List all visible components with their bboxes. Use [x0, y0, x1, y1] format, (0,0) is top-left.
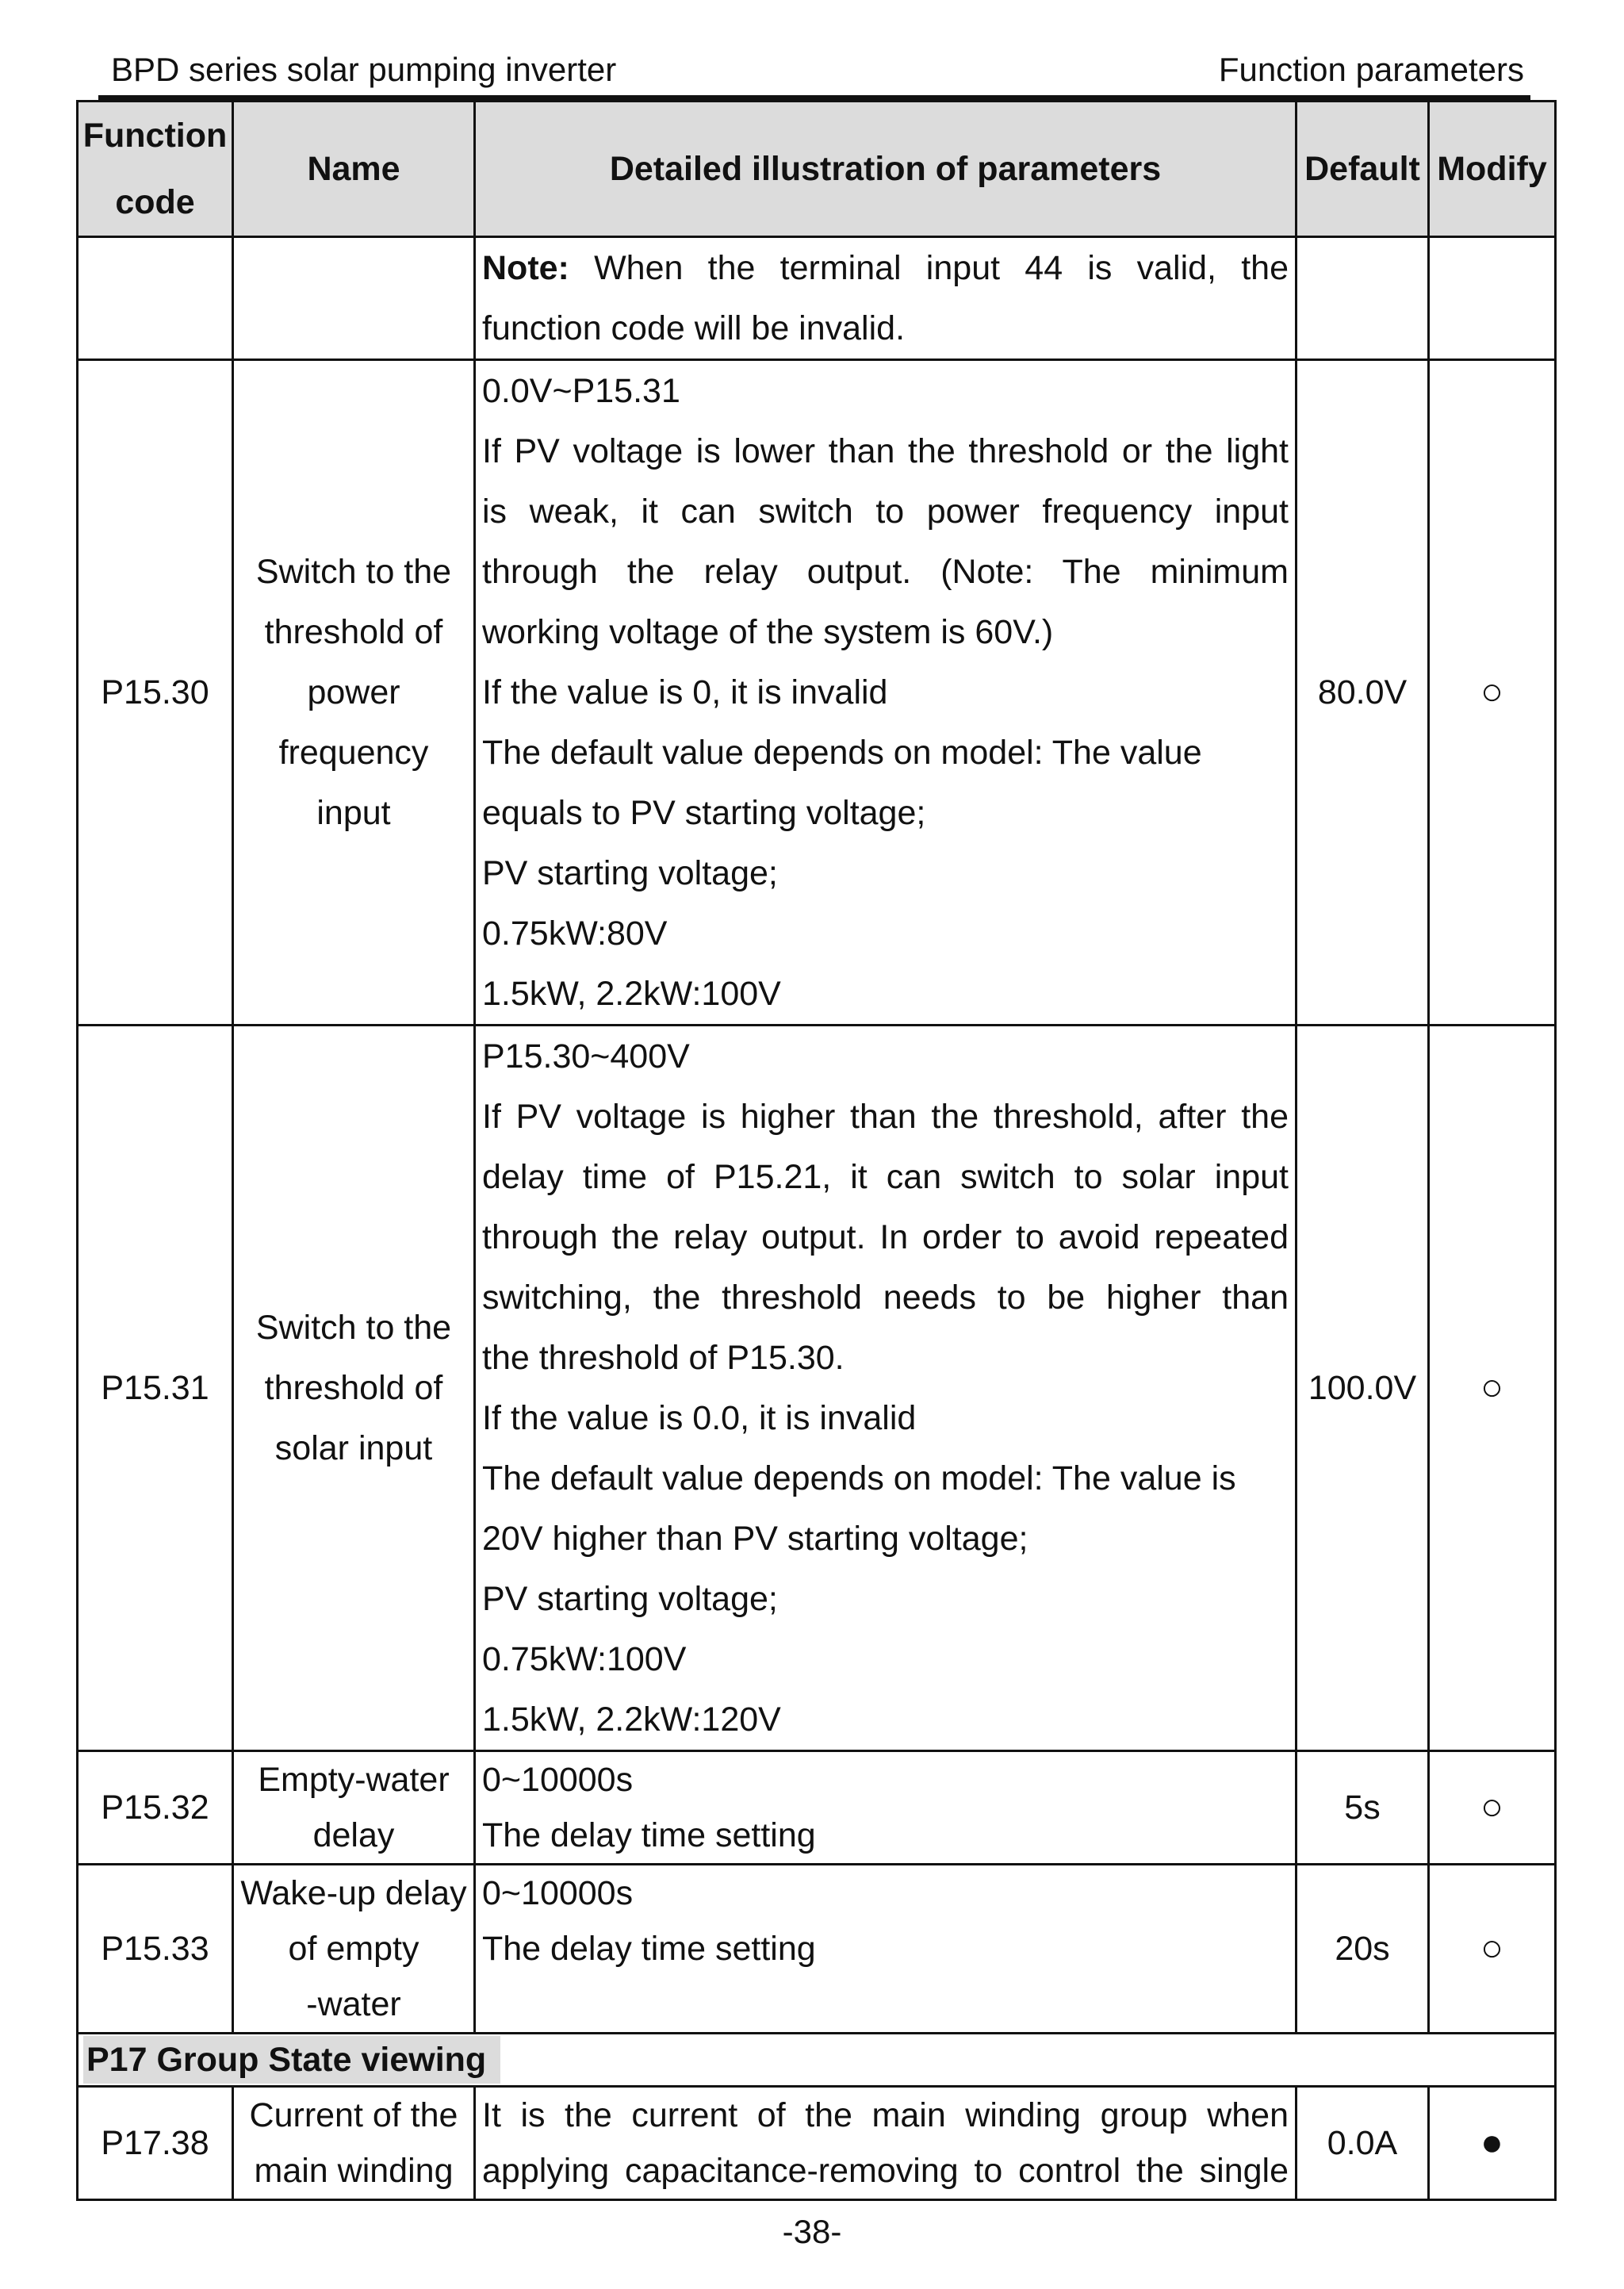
modify-cell: [1429, 237, 1556, 360]
name-line: Switch to the: [255, 553, 452, 591]
description-line: If the value is 0, it is invalid: [482, 673, 888, 711]
description-line: If the value is 0.0, it is invalid: [482, 1399, 917, 1437]
description-line: If PV voltage is lower than the threshold or the light: [482, 432, 1289, 470]
description-line: is weak, it can switch to power frequency input: [482, 493, 1289, 531]
function-code-cell: P15.33: [78, 1865, 233, 2034]
function-code-cell: P15.32: [78, 1751, 233, 1865]
name-line: Wake-up delay: [240, 1874, 467, 1912]
name-line: Empty-water: [258, 1761, 450, 1799]
page-number: -38-: [782, 2213, 842, 2250]
table-header-row: [78, 102, 1556, 237]
parameter-table: [76, 100, 1557, 2201]
name-line: solar input: [274, 1429, 433, 1467]
name-cell: [233, 1026, 475, 1751]
description-line: The default value depends on model: The value is: [482, 1459, 1236, 1497]
description-line: switching, the threshold needs to be higher than: [482, 1279, 1289, 1317]
running-header-section: Function parameters: [1218, 51, 1524, 88]
description-line: 20V higher than PV starting voltage;: [482, 1520, 1028, 1558]
table-row: [78, 1865, 1556, 2034]
table-row: [78, 2087, 1556, 2200]
function-code-cell: P15.31: [78, 1026, 233, 1751]
name-line: power: [307, 673, 400, 711]
name-line: input: [316, 794, 391, 832]
name-line: of empty: [288, 1930, 419, 1968]
modify-cell: ●: [1429, 2087, 1556, 2200]
col-header-name: Name: [233, 102, 475, 237]
description-cell: [475, 1751, 1297, 1865]
description-line: 0~10000s: [482, 1761, 634, 1799]
function-code-cell: P15.30: [78, 360, 233, 1026]
modify-cell: ○: [1429, 360, 1556, 1026]
name-line: delay: [312, 1816, 395, 1854]
col-header-modify: Modify: [1429, 102, 1556, 237]
description-line: 1.5kW, 2.2kW:120V: [482, 1700, 781, 1739]
name-line: threshold of: [264, 613, 443, 651]
description-line: P15.30~400V: [482, 1037, 690, 1075]
description-line: If PV voltage is higher than the threshold, after the: [482, 1098, 1289, 1136]
description-line: 0.0V~P15.31: [482, 372, 680, 410]
col-header-code-line2: code: [115, 183, 195, 221]
name-line: Current of the: [249, 2096, 458, 2134]
col-header-function-code: [78, 102, 233, 237]
name-line: -water: [306, 1985, 401, 2023]
table-row: [78, 1751, 1556, 1865]
name-cell: [233, 1865, 475, 2034]
modify-cell: ○: [1429, 1751, 1556, 1865]
function-code-cell: P17.38: [78, 2087, 233, 2200]
description-cell: [475, 1026, 1297, 1751]
default-cell: 20s: [1297, 1865, 1429, 2034]
default-cell: 80.0V: [1297, 360, 1429, 1026]
description-line: 0.75kW:100V: [482, 1640, 687, 1678]
description-cell: [475, 237, 1297, 360]
description-line: 0~10000s: [482, 1874, 634, 1912]
col-header-description: Detailed illustration of parameters: [475, 102, 1297, 237]
default-cell: [1297, 237, 1429, 360]
col-header-code-line1: Function: [82, 117, 228, 155]
description-line: PV starting voltage;: [482, 854, 778, 892]
name-line: Switch to the: [255, 1309, 452, 1347]
description-line: The delay time setting: [482, 1816, 816, 1854]
description-line: PV starting voltage;: [482, 1580, 778, 1618]
description-line: equals to PV starting voltage;: [482, 794, 926, 832]
name-cell: [233, 2087, 475, 2200]
name-line: frequency: [278, 734, 429, 772]
description-line: 0.75kW:80V: [482, 914, 668, 953]
description-line: through the relay output. (Note: The minimum: [482, 553, 1289, 591]
default-cell: 100.0V: [1297, 1026, 1429, 1751]
note-label: Note:: [482, 249, 569, 287]
description-line: working voltage of the system is 60V.): [482, 613, 1054, 651]
description-cell: [475, 360, 1297, 1026]
group-heading-row: [78, 2034, 1556, 2087]
description-line: applying capacitance-removing to control the single: [482, 2152, 1289, 2190]
name-cell: [233, 360, 475, 1026]
modify-cell: ○: [1429, 1865, 1556, 2034]
description-line: [482, 238, 1289, 298]
description-line: the threshold of P15.30.: [482, 1339, 845, 1377]
running-header-title: BPD series solar pumping inverter: [111, 51, 617, 88]
name-line: threshold of: [264, 1369, 443, 1407]
modify-cell: ○: [1429, 1026, 1556, 1751]
table-row: [78, 1026, 1556, 1751]
description-cell: [475, 1865, 1297, 2034]
function-code-cell: [78, 237, 233, 360]
description-line: 1.5kW, 2.2kW:100V: [482, 975, 781, 1013]
note-text: When the terminal input 44 is valid, the: [569, 249, 1289, 287]
description-line: delay time of P15.21, it can switch to solar input: [482, 1158, 1289, 1196]
description-line: The default value depends on model: The value: [482, 734, 1202, 772]
default-cell: 5s: [1297, 1751, 1429, 1865]
table-row: [78, 237, 1556, 360]
name-cell: [233, 1751, 475, 1865]
description-line: It is the current of the main winding group when: [482, 2096, 1289, 2134]
group-heading-cell: [78, 2034, 1556, 2087]
description-line: function code will be invalid.: [482, 309, 906, 347]
description-cell: [475, 2087, 1297, 2200]
table-row: [78, 360, 1556, 1026]
name-line: main winding: [254, 2152, 454, 2190]
col-header-default: Default: [1297, 102, 1429, 237]
default-cell: 0.0A: [1297, 2087, 1429, 2200]
description-line: The delay time setting: [482, 1930, 816, 1968]
description-line: through the relay output. In order to avoid repeated: [482, 1218, 1289, 1256]
group-heading: P17 Group State viewing: [83, 2036, 500, 2084]
name-cell: [233, 237, 475, 360]
